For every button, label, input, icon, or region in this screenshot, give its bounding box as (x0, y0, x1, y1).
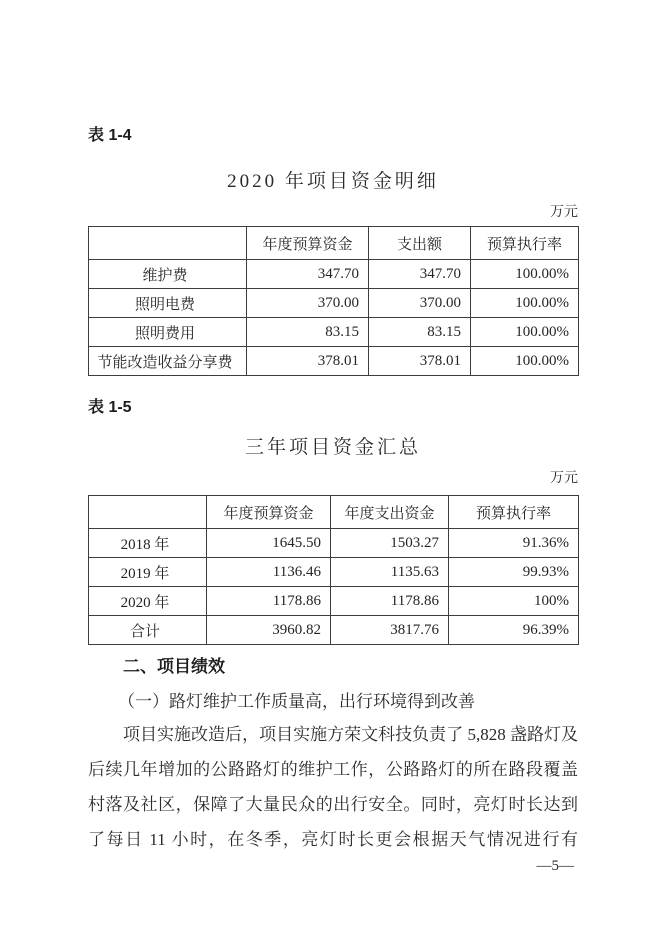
row-label-cell: 照明电费 (89, 289, 247, 318)
body-paragraph: 项目实施改造后，项目实施方荣文科技负责了 5,828 盏路灯及后续几年增加的公路路灯的维护工作，公路路灯的所在路段覆盖村落及社区，保障了大量民众的出行安全。同时，亮灯时长达到了每日 11 小时，在冬季，亮灯时长更会根据天气情况进行有 (88, 725, 578, 849)
value-cell: 378.01 (247, 347, 369, 376)
row-label-cell: 合计 (89, 616, 207, 645)
value-cell: 100.00% (471, 260, 579, 289)
row-label-cell: 节能改造收益分享费 (89, 347, 247, 376)
value-cell: 100% (449, 587, 579, 616)
value-cell: 1645.50 (207, 529, 331, 558)
table1-unit-label: 万元 (550, 205, 578, 220)
three-year-summary-table (88, 495, 579, 645)
value-cell: 1135.63 (331, 558, 449, 587)
value-cell: 1136.46 (207, 558, 331, 587)
value-cell: 347.70 (247, 260, 369, 289)
table2-unit-label: 万元 (550, 471, 578, 486)
page-content (88, 0, 578, 857)
table-row (89, 529, 579, 558)
table1-caption: 表 1-4 (88, 127, 132, 144)
column-header: 预算执行率 (449, 496, 579, 529)
value-cell: 347.70 (369, 260, 471, 289)
column-header (89, 227, 247, 260)
table-row (89, 318, 579, 347)
funding-detail-table-2020 (88, 226, 579, 376)
table-row (89, 616, 579, 645)
table-row (89, 558, 579, 587)
row-label-cell: 照明费用 (89, 318, 247, 347)
value-cell: 378.01 (369, 347, 471, 376)
page-number: —5— (536, 858, 574, 874)
table-header-row (89, 496, 579, 529)
column-header: 年度预算资金 (247, 227, 369, 260)
table-row (89, 347, 579, 376)
column-header: 年度预算资金 (207, 496, 331, 529)
table2-caption: 表 1-5 (88, 399, 132, 416)
column-header: 年度支出资金 (331, 496, 449, 529)
sub-heading: （一）路灯维护工作质量高，出行环境得到改善 (118, 692, 475, 711)
section-heading: 二、项目绩效 (123, 657, 225, 676)
table-row (89, 289, 579, 318)
value-cell: 91.36% (449, 529, 579, 558)
value-cell: 370.00 (247, 289, 369, 318)
value-cell: 100.00% (471, 289, 579, 318)
column-header: 支出额 (369, 227, 471, 260)
value-cell: 96.39% (449, 616, 579, 645)
row-label-cell: 2019 年 (89, 558, 207, 587)
value-cell: 99.93% (449, 558, 579, 587)
table-row (89, 587, 579, 616)
column-header (89, 496, 207, 529)
column-header: 预算执行率 (471, 227, 579, 260)
value-cell: 83.15 (369, 318, 471, 347)
table-row (89, 260, 579, 289)
value-cell: 370.00 (369, 289, 471, 318)
value-cell: 1503.27 (331, 529, 449, 558)
value-cell: 83.15 (247, 318, 369, 347)
table2-title: 三年项目资金汇总 (244, 437, 421, 458)
value-cell: 100.00% (471, 318, 579, 347)
row-label-cell: 维护费 (89, 260, 247, 289)
value-cell: 1178.86 (207, 587, 331, 616)
value-cell: 100.00% (471, 347, 579, 376)
value-cell: 1178.86 (331, 587, 449, 616)
row-label-cell: 2020 年 (89, 587, 207, 616)
value-cell: 3960.82 (207, 616, 331, 645)
row-label-cell: 2018 年 (89, 529, 207, 558)
table1-title: 2020 年项目资金明细 (227, 171, 439, 192)
table-header-row (89, 227, 579, 260)
value-cell: 3817.76 (331, 616, 449, 645)
